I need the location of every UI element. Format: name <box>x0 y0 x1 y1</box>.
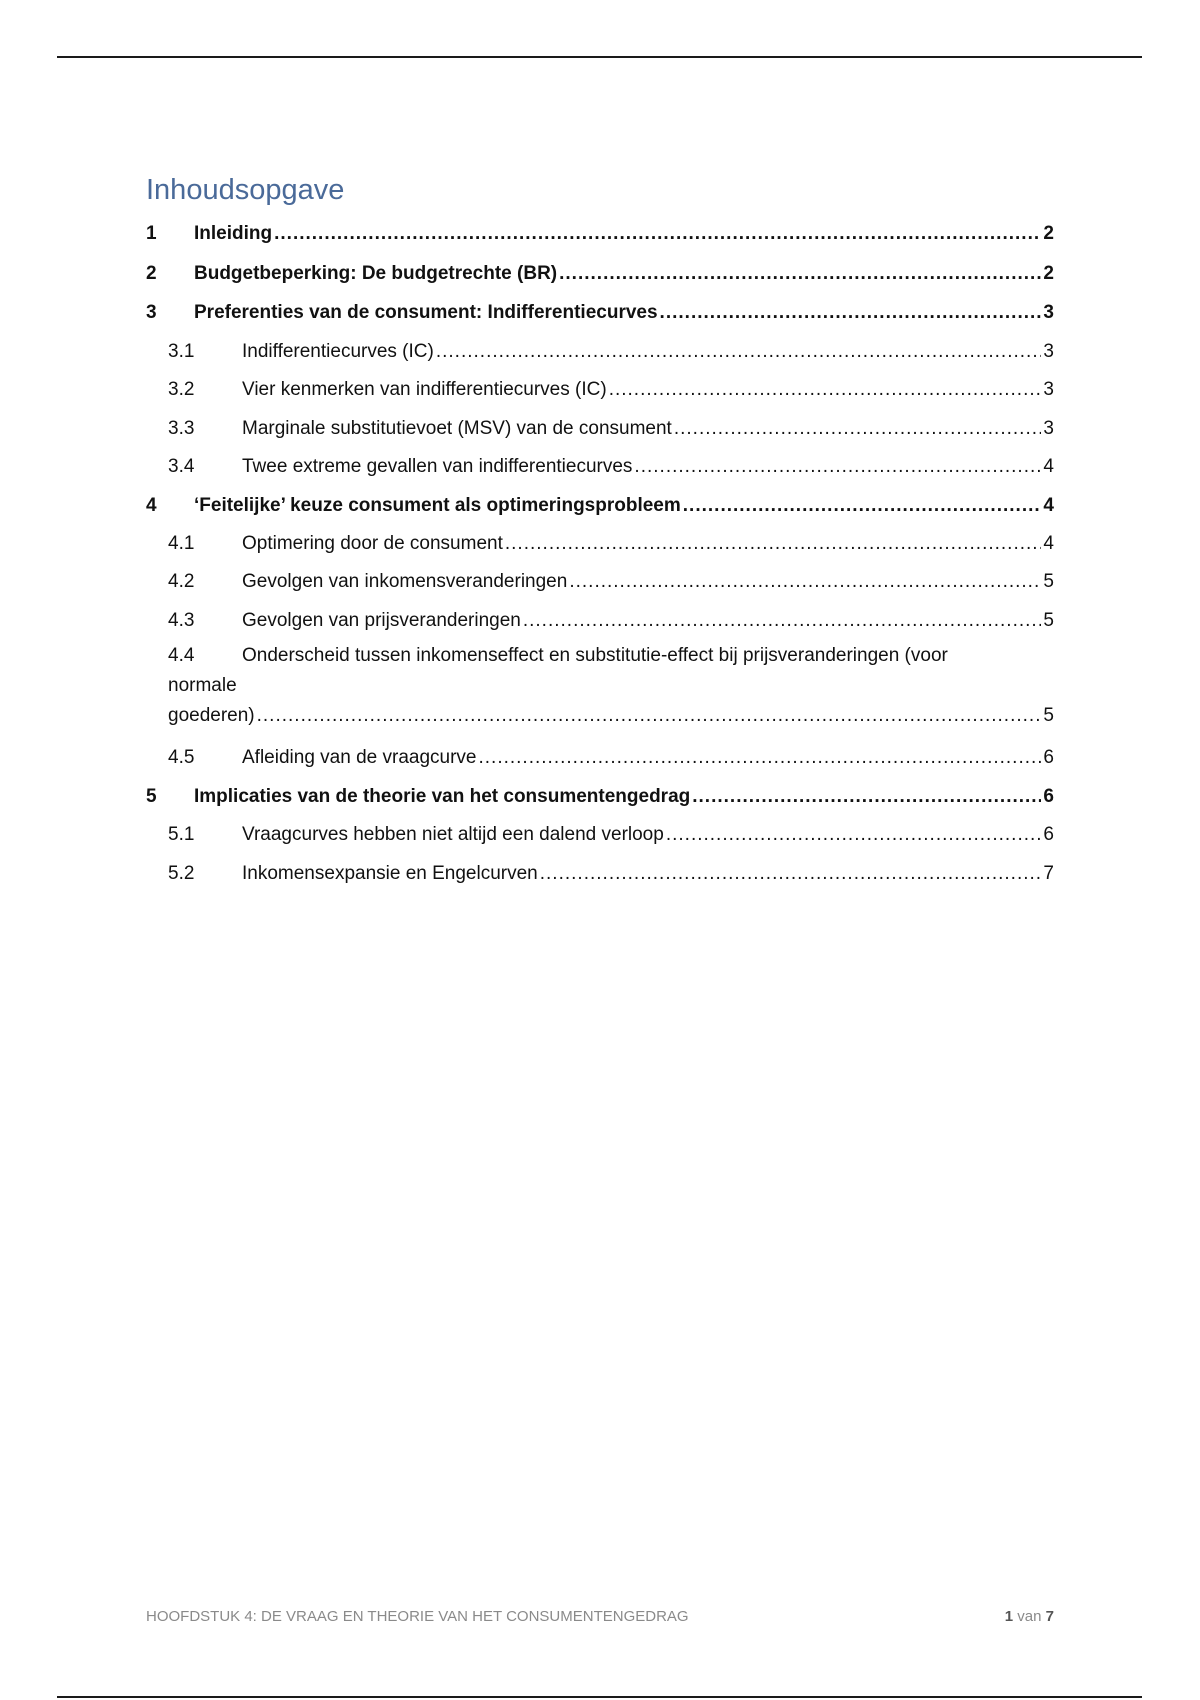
toc-entry-1[interactable] <box>146 222 1054 245</box>
footer-chapter-title: HOOFDSTUK 4: DE VRAAG EN THEORIE VAN HET CONSUMENTENGEDRAG <box>146 1608 689 1625</box>
toc-entry-5-2[interactable] <box>146 862 1054 885</box>
toc-entry-number: 1 <box>146 223 157 244</box>
toc-entry-label: Inkomensexpansie en Engelcurven <box>242 863 538 884</box>
dot-leader <box>674 417 1042 440</box>
toc-entry-page: 2 <box>1043 223 1054 244</box>
toc-entry-3-2[interactable] <box>146 378 1054 401</box>
toc-entry-number: 5.2 <box>168 863 195 884</box>
toc-entry-3-3[interactable] <box>146 417 1054 440</box>
toc-entry-page: 4 <box>1043 533 1054 554</box>
dot-leader <box>692 785 1041 808</box>
toc-entry-number: 3.4 <box>168 456 195 477</box>
toc-entry-label-line2: normale goederen) <box>168 675 255 726</box>
toc-entry-number: 2 <box>146 263 157 284</box>
page-separator: van <box>1017 1608 1042 1625</box>
toc-entry-4-5[interactable] <box>146 746 1054 769</box>
toc-entry-number: 4.1 <box>168 533 195 554</box>
dot-leader <box>436 340 1042 363</box>
footer-rule <box>57 1696 1142 1698</box>
toc-entry-number: 3 <box>146 302 157 323</box>
toc-entry-label: Implicaties van de theorie van het consumentengedrag <box>194 786 691 807</box>
toc-entry-number: 4.3 <box>168 610 195 631</box>
toc-title: Inhoudsopgave <box>146 174 345 206</box>
dot-leader <box>569 570 1041 593</box>
toc-entry-3-1[interactable] <box>146 340 1054 363</box>
toc-entry-number: 4.4 <box>168 645 195 666</box>
footer-page-number <box>1005 1608 1054 1625</box>
toc-entry-5[interactable] <box>146 785 1054 808</box>
toc-entry-page: 4 <box>1043 456 1054 477</box>
dot-leader <box>660 301 1042 324</box>
toc-entry-label: Marginale substitutievoet (MSV) van de consument <box>242 418 672 439</box>
current-page: 1 <box>1004 1608 1014 1625</box>
toc-entry-4[interactable] <box>146 494 1054 517</box>
toc-entry-page: 6 <box>1043 786 1054 807</box>
toc-entry-page: 3 <box>1043 418 1054 439</box>
toc-entry-page: 6 <box>1043 747 1054 768</box>
toc-entry-label: Vier kenmerken van indifferentiecurves (IC) <box>242 379 607 400</box>
toc-entry-label: Indifferentiecurves (IC) <box>242 341 434 362</box>
toc-entry-label-line1: Onderscheid tussen inkomenseffect en substitutie-effect bij prijsveranderingen (voor <box>242 645 948 666</box>
toc-entry-number: 4 <box>146 495 157 516</box>
toc-entry-page: 5 <box>1043 705 1054 726</box>
header-rule <box>57 56 1142 58</box>
dot-leader <box>634 455 1041 478</box>
toc-entry-label: Gevolgen van inkomensveranderingen <box>242 571 568 592</box>
toc-entry-label: Budgetbeperking: De budgetrechte (BR) <box>194 263 558 284</box>
toc-entry-label: ‘Feitelijke’ keuze consument als optimeringsprobleem <box>194 495 681 516</box>
page-footer <box>146 1608 1054 1625</box>
dot-leader <box>540 862 1042 885</box>
dot-leader <box>523 609 1042 632</box>
table-of-contents <box>146 170 1054 885</box>
toc-entry-page: 7 <box>1043 863 1054 884</box>
toc-entry-3-4[interactable] <box>146 455 1054 478</box>
dot-leader <box>505 532 1042 555</box>
toc-entry-4-4[interactable] <box>146 641 1054 731</box>
toc-entry-number: 4.2 <box>168 571 195 592</box>
toc-entry-number: 5.1 <box>168 824 195 845</box>
toc-entry-4-1[interactable] <box>146 532 1054 555</box>
toc-entry-number: 5 <box>146 786 157 807</box>
dot-leader <box>257 701 1042 731</box>
toc-entry-number: 3.1 <box>168 341 195 362</box>
toc-entry-4-3[interactable] <box>146 609 1054 632</box>
dot-leader <box>559 262 1041 285</box>
dot-leader <box>478 746 1041 769</box>
toc-entry-page: 3 <box>1043 302 1054 323</box>
toc-entry-5-1[interactable] <box>146 823 1054 846</box>
toc-entry-page: 5 <box>1043 610 1054 631</box>
toc-entry-number: 4.5 <box>168 747 195 768</box>
dot-leader <box>609 378 1042 401</box>
toc-entry-2[interactable] <box>146 262 1054 285</box>
dot-leader <box>274 222 1041 245</box>
toc-entry-label: Vraagcurves hebben niet altijd een dalend verloop <box>242 824 664 845</box>
dot-leader <box>683 494 1042 517</box>
toc-entry-page: 4 <box>1043 495 1054 516</box>
toc-entry-label: Gevolgen van prijsveranderingen <box>242 610 521 631</box>
toc-entry-page: 5 <box>1043 571 1054 592</box>
toc-entry-label: Preferenties van de consument: Indifferentiecurves <box>194 302 658 323</box>
toc-entry-label: Inleiding <box>194 223 273 244</box>
toc-entry-number: 3.2 <box>168 379 195 400</box>
toc-entry-page: 3 <box>1043 341 1054 362</box>
toc-entry-3[interactable] <box>146 301 1054 324</box>
toc-entry-page: 2 <box>1043 263 1054 284</box>
toc-entry-page: 6 <box>1043 824 1054 845</box>
total-pages: 7 <box>1045 1608 1054 1625</box>
toc-entry-label: Afleiding van de vraagcurve <box>242 747 477 768</box>
toc-entry-label: Twee extreme gevallen van indifferentiecurves <box>242 456 633 477</box>
toc-entry-4-2[interactable] <box>146 570 1054 593</box>
toc-entry-label: Optimering door de consument <box>242 533 503 554</box>
dot-leader <box>666 823 1042 846</box>
toc-entry-number: 3.3 <box>168 418 195 439</box>
toc-entry-page: 3 <box>1043 379 1054 400</box>
